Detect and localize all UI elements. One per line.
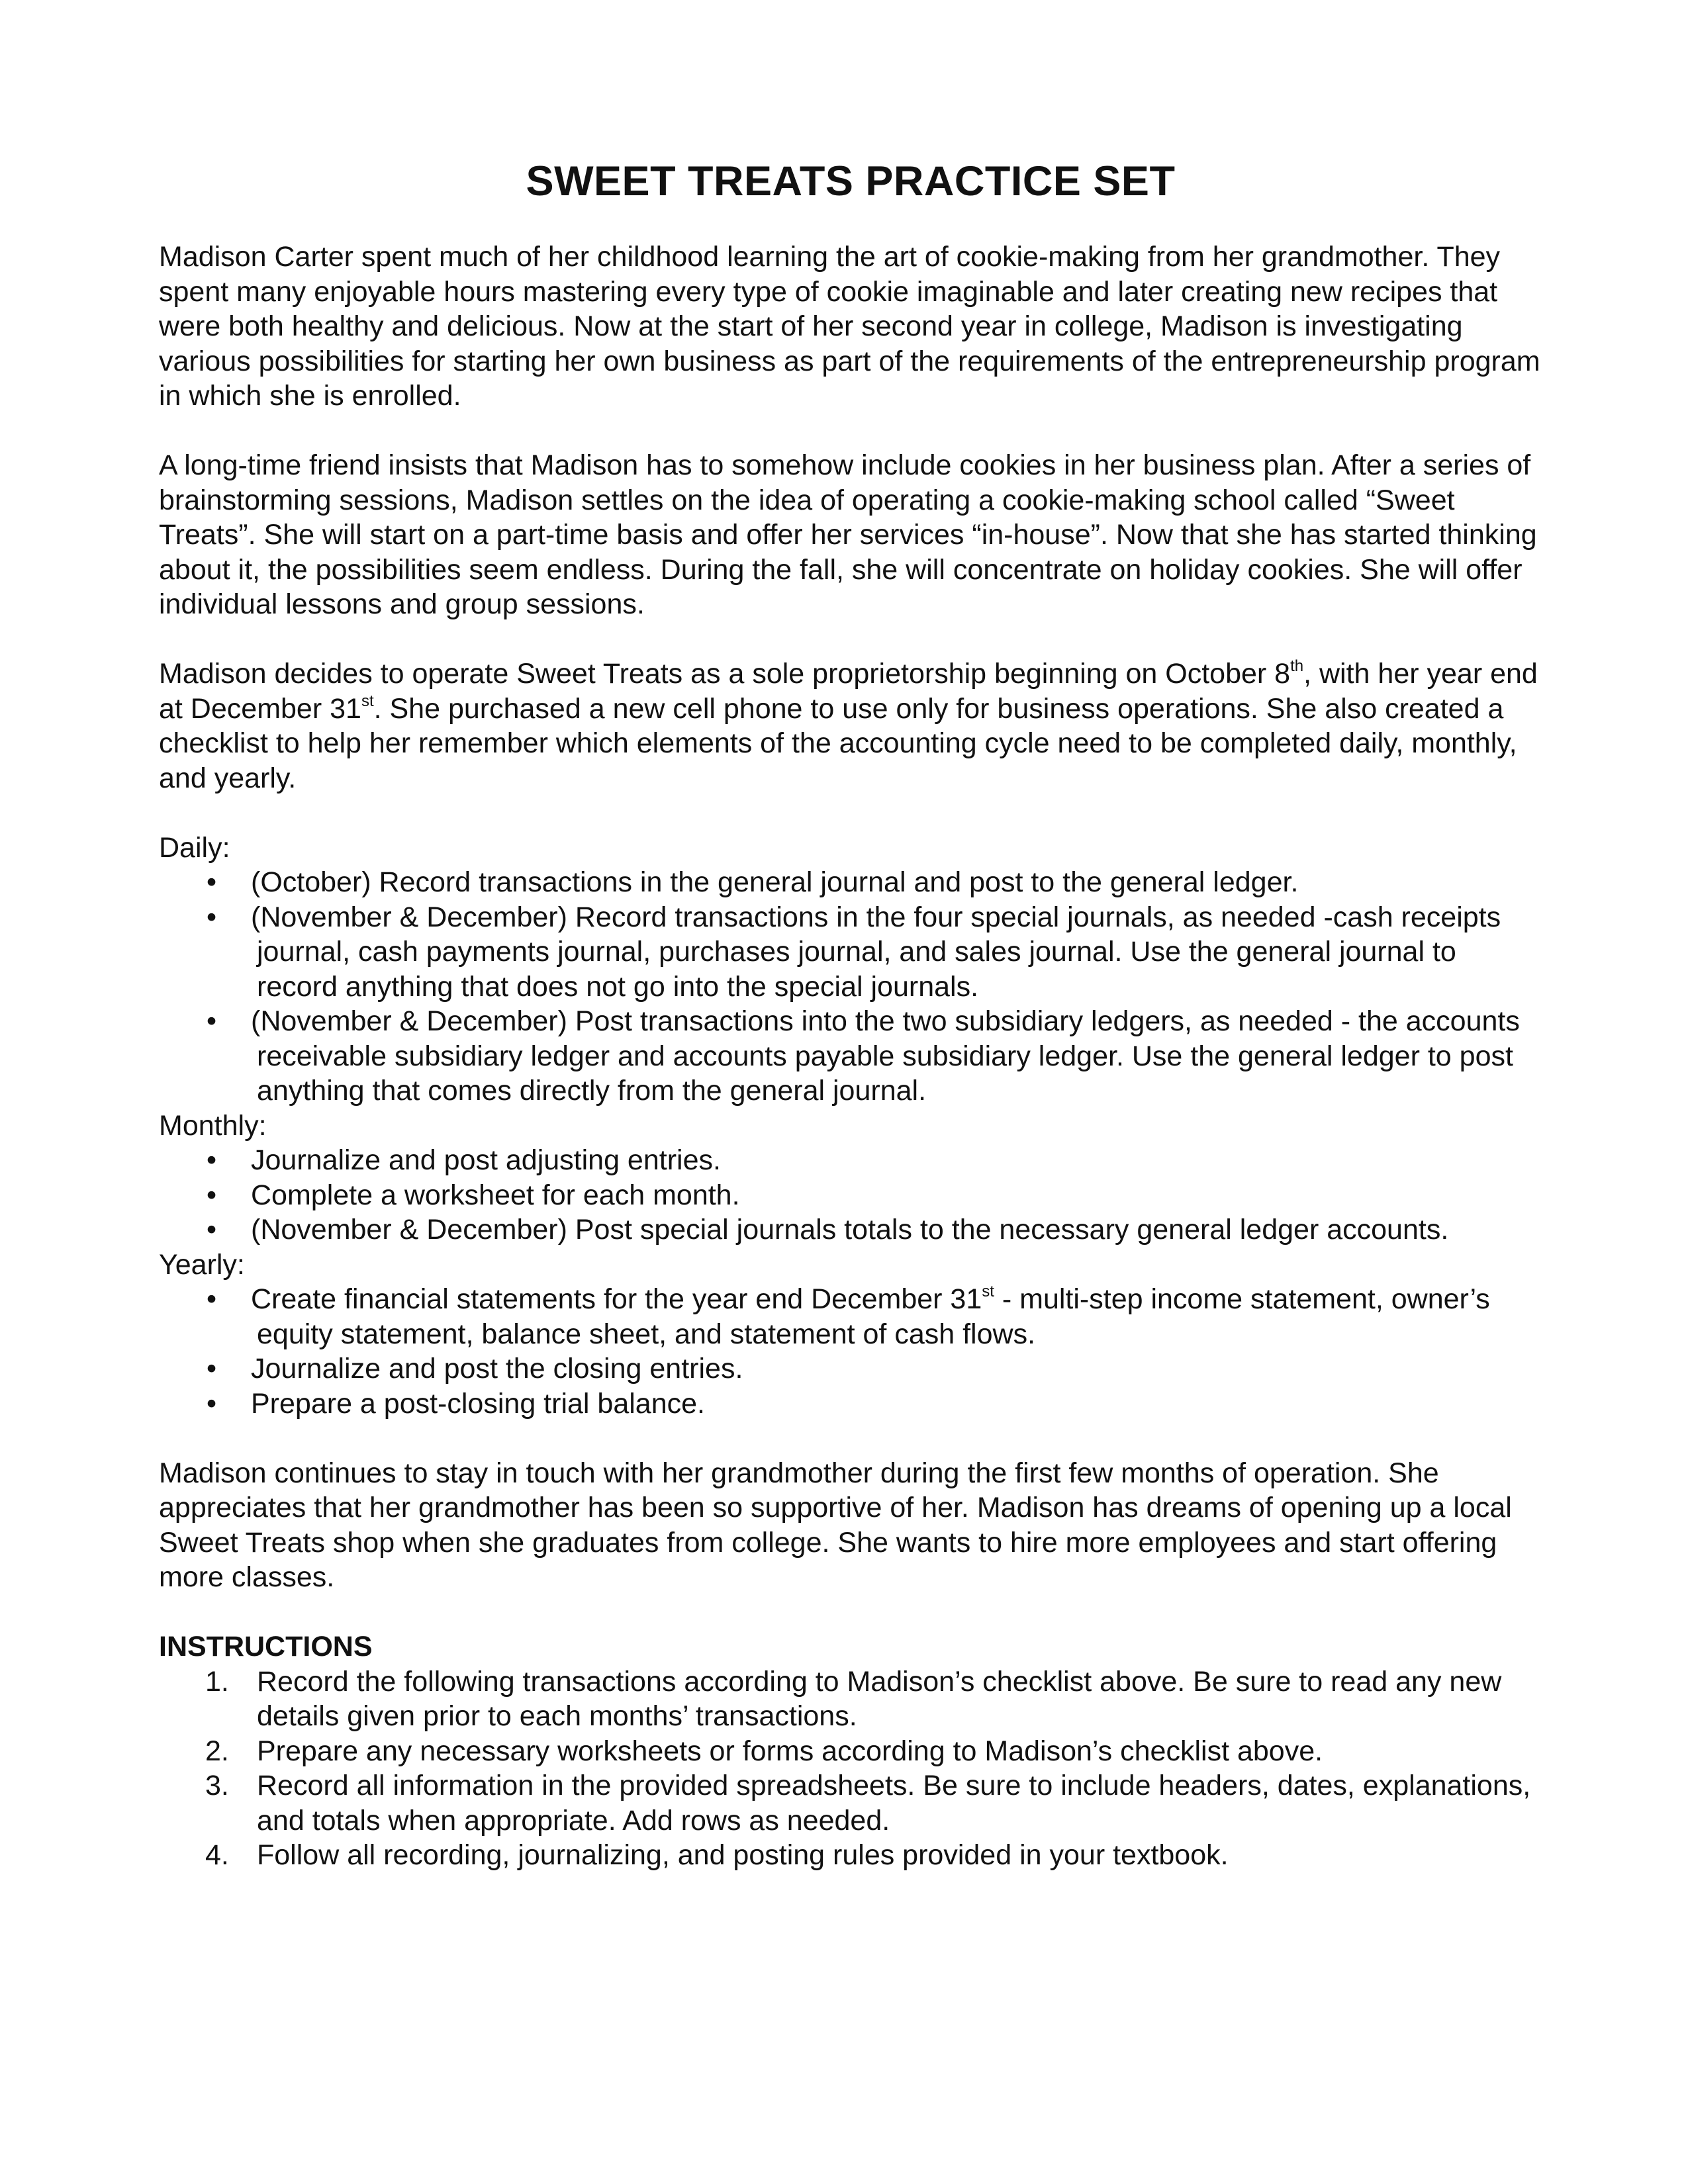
intro-paragraph-3-part-a: Madison decides to operate Sweet Treats as a sole proprietorship beginning on October 8 <box>159 658 1291 690</box>
spacer <box>159 622 1542 657</box>
instruction-item <box>159 1768 1542 1838</box>
list-item-text: Prepare a post-closing trial balance. <box>251 1387 705 1420</box>
monthly-list <box>159 1143 1542 1248</box>
bullet-icon: • <box>207 1353 217 1385</box>
monthly-label: Monthly: <box>159 1109 267 1142</box>
instructions-heading: INSTRUCTIONS <box>159 1631 373 1662</box>
document-page <box>159 158 1542 1873</box>
closing-paragraph: Madison continues to stay in touch with her grandmother during the first few months of operation. She appreciates that her grandmother has been so supportive of her. Madison has dreams of opening up a local Sweet Treats shop when she graduates from college. She wants to hire more employees and start offering more classes. <box>159 1457 1512 1593</box>
list-item-text: (November & December) Record transactions in the four special journals, as needed -cash receipts journal, cash payments journal, purchases journal, and sales journal. Use the general journal to record anything that does not go into the special journals. <box>251 901 1501 1003</box>
list-item-text: (October) Record transactions in the general journal and post to the general ledger. <box>251 866 1299 898</box>
daily-label: Daily: <box>159 831 230 864</box>
list-item <box>159 1143 1542 1178</box>
instruction-text: Follow all recording, journalizing, and posting rules provided in your textbook. <box>257 1839 1229 1871</box>
instruction-number: 3. <box>205 1770 229 1801</box>
list-item <box>159 865 1542 900</box>
page-title: SWEET TREATS PRACTICE SET <box>526 158 1176 205</box>
list-item <box>159 1387 1542 1422</box>
bullet-icon: • <box>207 1283 217 1315</box>
spacer <box>159 1421 1542 1456</box>
list-item <box>159 1178 1542 1213</box>
instruction-number: 4. <box>205 1839 229 1871</box>
instruction-text: Prepare any necessary worksheets or forms according to Madison’s checklist above. <box>257 1735 1323 1767</box>
yearly-label: Yearly: <box>159 1248 245 1281</box>
list-item-text: (November & December) Post special journals totals to the necessary general ledger accounts. <box>251 1214 1449 1246</box>
spacer <box>159 1595 1542 1630</box>
list-item-text: Journalize and post adjusting entries. <box>251 1144 721 1176</box>
list-item <box>159 1282 1542 1351</box>
bullet-icon: • <box>207 1214 217 1246</box>
intro-paragraph-3 <box>159 657 1542 796</box>
spacer <box>159 796 1542 831</box>
superscript-st: st <box>361 692 374 710</box>
bullet-icon: • <box>207 901 217 933</box>
list-item-text-part-b: - multi-step income statement, owner’s equity statement, balance sheet, and statement of cash flows. <box>257 1283 1490 1350</box>
bullet-icon: • <box>207 1179 217 1211</box>
instruction-text: Record all information in the provided spreadsheets. Be sure to include headers, dates, explanations, and totals when appropriate. Add rows as needed. <box>257 1770 1531 1837</box>
spacer <box>159 414 1542 449</box>
intro-paragraph-3-part-b: , with her year end at December 31 <box>159 658 1538 725</box>
instruction-number: 1. <box>205 1665 229 1698</box>
bullet-icon: • <box>207 1387 217 1420</box>
instruction-item <box>159 1838 1542 1873</box>
list-item-text: Complete a worksheet for each month. <box>251 1179 740 1211</box>
instruction-text: Record the following transactions according to Madison’s checklist above. Be sure to read any new details given prior to each months’ transactions. <box>257 1665 1502 1732</box>
list-item-text: (November & December) Post transactions into the two subsidiary ledgers, as needed - the accounts receivable subsidiary ledger and accounts payable subsidiary ledger. Use the general ledger to post anything that comes directly from the general journal. <box>251 1005 1520 1107</box>
list-item <box>159 1212 1542 1248</box>
superscript-st: st <box>982 1283 994 1300</box>
list-item-text-part-a: Create financial statements for the year end December 31 <box>251 1283 982 1315</box>
intro-paragraph-3-part-c: . She purchased a new cell phone to use only for business operations. She also created a checklist to help her remember which elements of the accounting cycle need to be completed daily, monthly, and yearly. <box>159 692 1517 794</box>
list-item-text: Journalize and post the closing entries. <box>251 1353 743 1385</box>
instruction-number: 2. <box>205 1735 229 1767</box>
yearly-list <box>159 1282 1542 1421</box>
daily-list <box>159 865 1542 1109</box>
list-item <box>159 900 1542 1005</box>
bullet-icon: • <box>207 1144 217 1176</box>
intro-paragraph-2: A long-time friend insists that Madison has to somehow include cookies in her business plan. After a series of brainstorming sessions, Madison settles on the idea of operating a cookie-making school called “Sweet Treats”. She will start on a part-time basis and offer her services “in-house”. Now that she has started thinking about it, the possibilities seem endless. During the fall, she will concentrate on holiday cookies. She will offer individual lessons and group sessions. <box>159 449 1537 620</box>
list-item <box>159 1004 1542 1109</box>
list-item <box>159 1351 1542 1387</box>
bullet-icon: • <box>207 1005 217 1037</box>
superscript-th: th <box>1290 657 1304 675</box>
intro-paragraph-1: Madison Carter spent much of her childhood learning the art of cookie-making from her grandmother. They spent many enjoyable hours mastering every type of cookie imaginable and later creating new recipes that were both healthy and delicious. Now at the start of her second year in college, Madison is investigating various possibilities for starting her own business as part of the requirements of the entrepreneurship program in which she is enrolled. <box>159 241 1540 412</box>
instruction-item <box>159 1734 1542 1769</box>
instruction-item <box>159 1664 1542 1734</box>
bullet-icon: • <box>207 866 217 898</box>
instructions-list <box>159 1664 1542 1873</box>
